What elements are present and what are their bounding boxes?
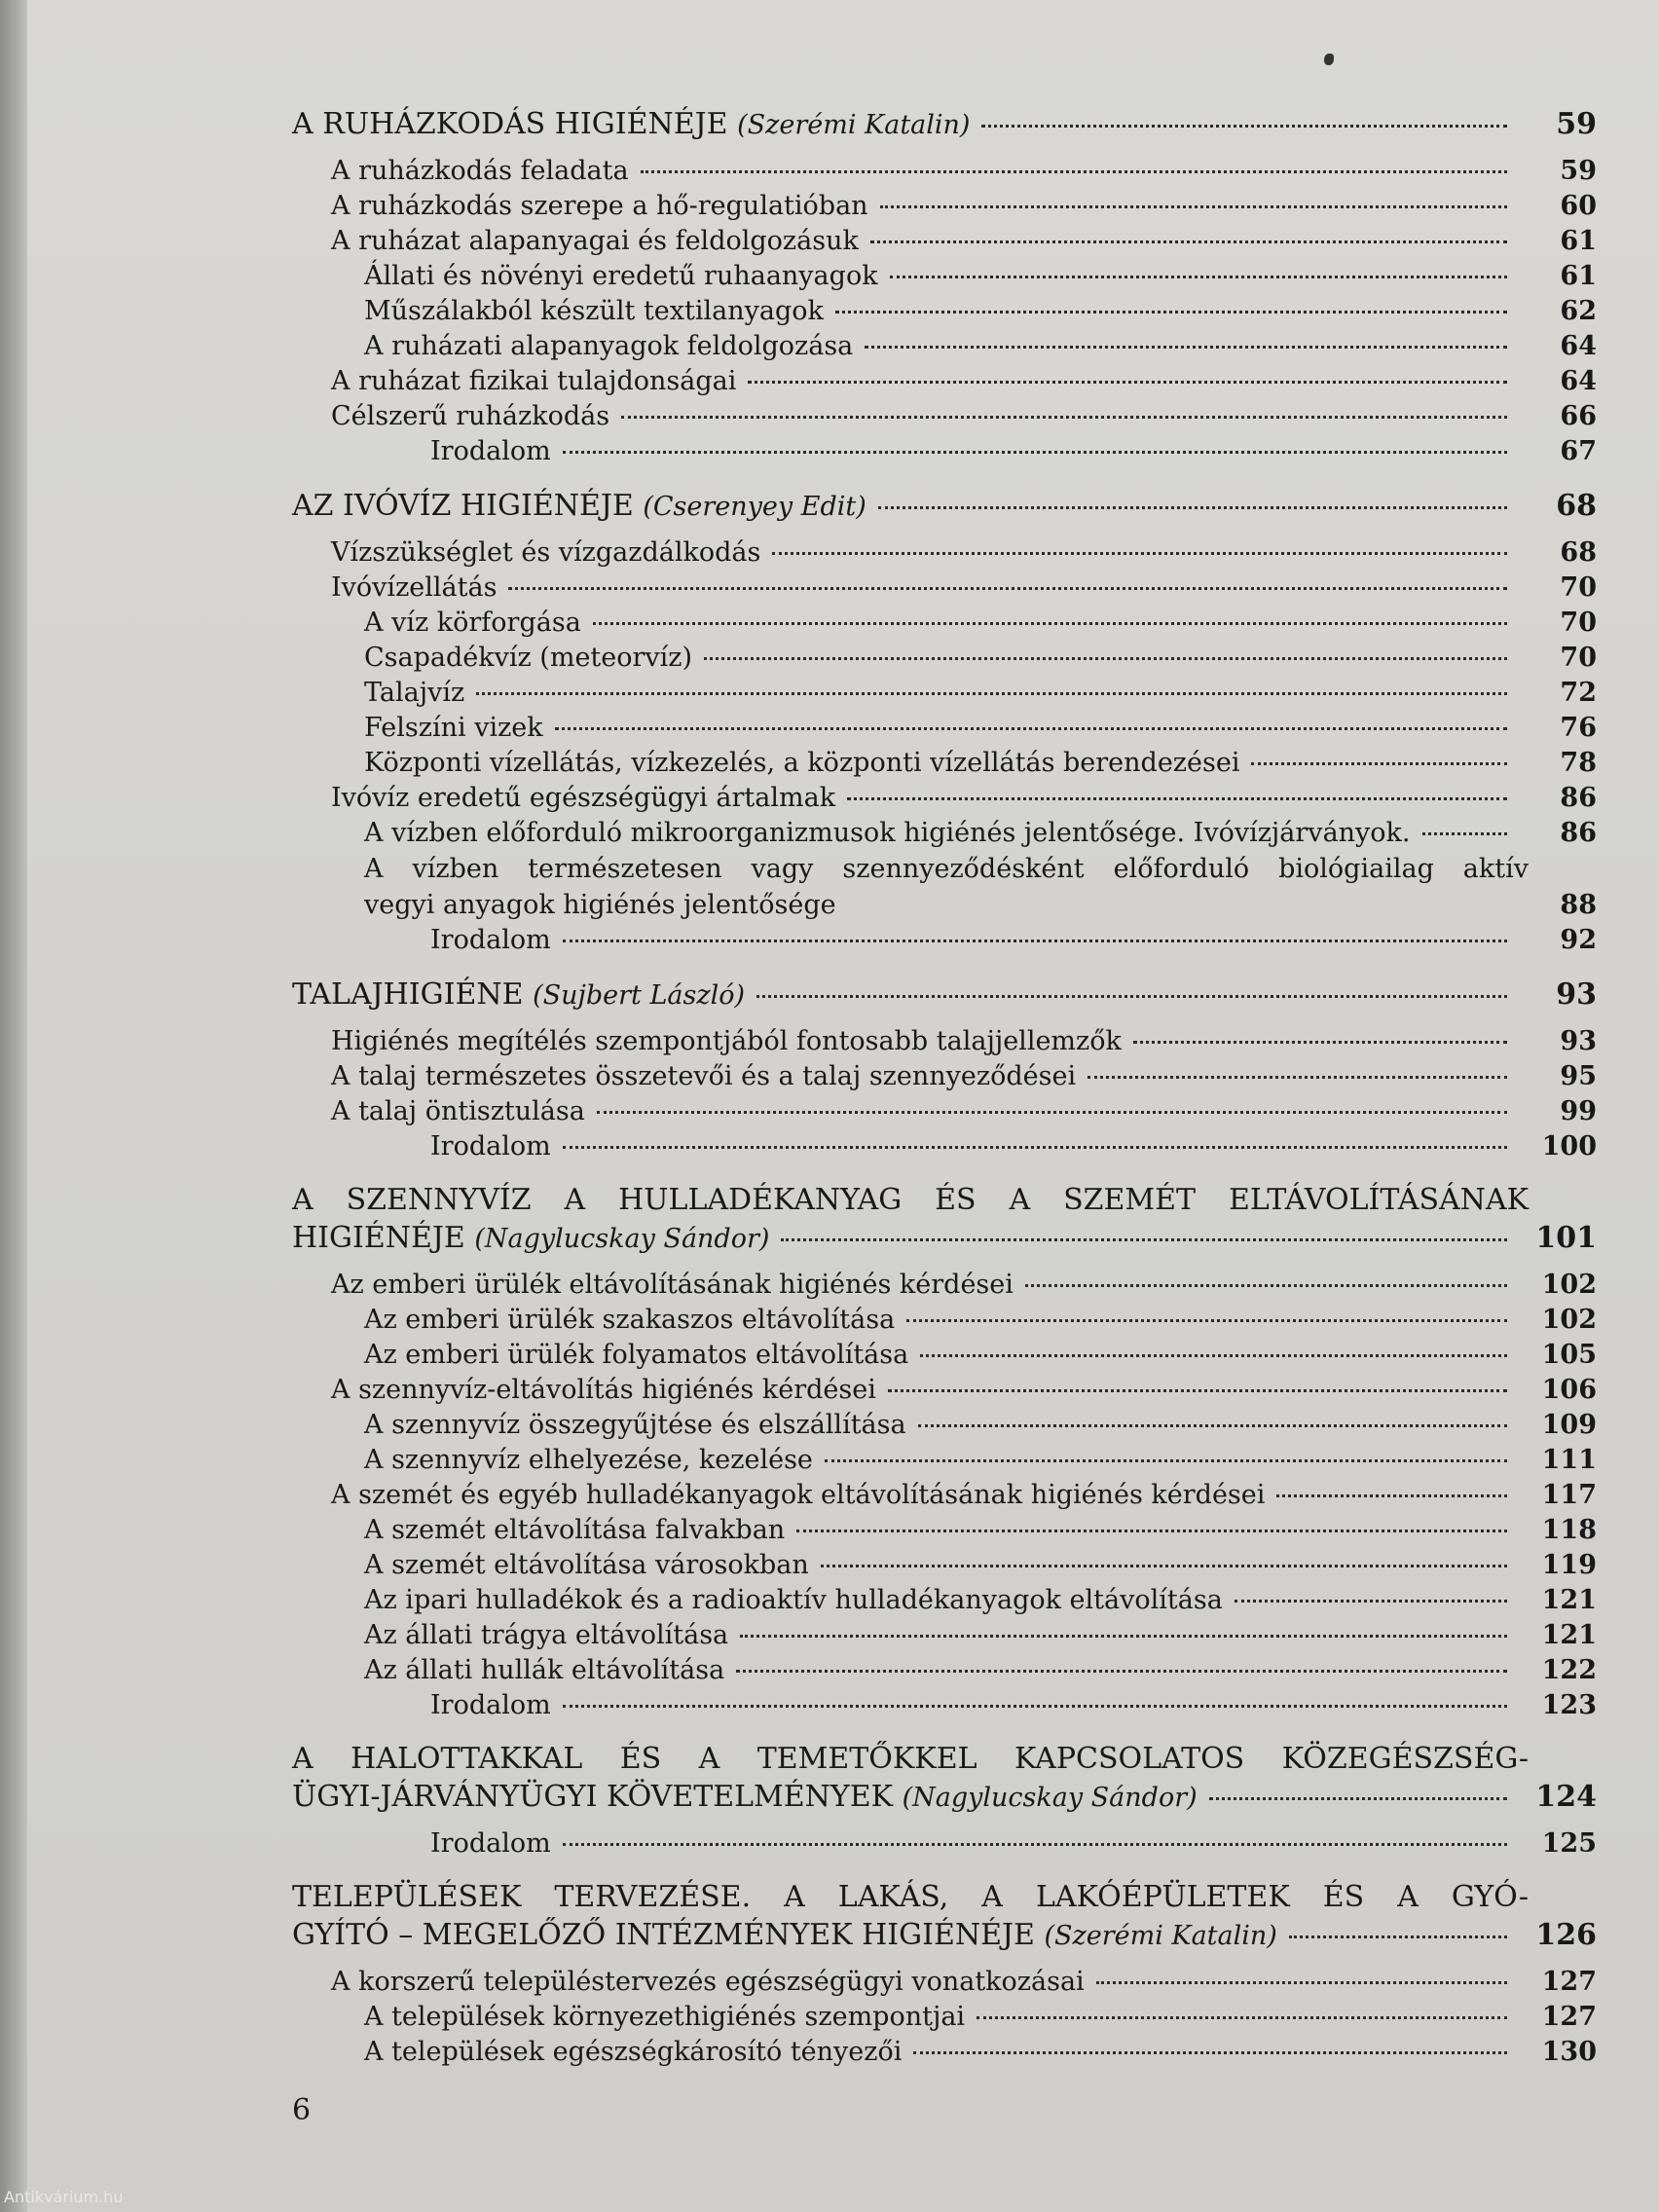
- dot-leader: [756, 994, 1507, 998]
- toc-entry-text: A szennyvíz elhelyezése, kezelése: [364, 1445, 813, 1475]
- toc-entry: [292, 154, 1597, 189]
- toc-entry-text: Higiénés megítélés szempontjából fontosabb talajjellemzők: [331, 1026, 1122, 1056]
- dot-leader: [563, 1145, 1507, 1149]
- dot-leader: [847, 796, 1507, 800]
- dot-leader: [593, 621, 1507, 625]
- dot-leader: [563, 1842, 1507, 1846]
- toc-entry: [292, 1618, 1597, 1653]
- dot-leader: [870, 240, 1507, 243]
- page-ref: 123: [1541, 1690, 1597, 1720]
- page-ref: 93: [1560, 1026, 1597, 1056]
- toc-entry: [292, 641, 1597, 676]
- dot-leader: [1096, 1980, 1507, 1984]
- toc-entry: [292, 606, 1597, 641]
- toc-entry-text: Vízszükséglet és vízgazdálkodás: [331, 537, 761, 568]
- page-ref: 68: [1556, 489, 1597, 523]
- page-ref: 117: [1541, 1480, 1597, 1510]
- watermark: Antikvárium.hu: [4, 2188, 124, 2206]
- page-ref: 111: [1541, 1445, 1597, 1475]
- section-title-line2: HIGIÉNÉJE: [292, 1221, 465, 1255]
- table-of-contents: [292, 105, 1597, 2070]
- toc-entry: [292, 781, 1597, 816]
- dot-leader: [888, 1388, 1507, 1392]
- toc-entry-text: A ruházat alapanyagai és feldolgozásuk: [331, 226, 859, 256]
- section-heading: [292, 1741, 1597, 1817]
- heading-gap: [292, 1955, 1597, 1965]
- section-heading-line: [292, 1778, 1597, 1817]
- toc-entry-text: Csapadékvíz (meteorvíz): [364, 643, 693, 673]
- section-heading: [292, 105, 1597, 144]
- page-ref: 105: [1541, 1340, 1597, 1370]
- section-title-wrap: [292, 105, 970, 145]
- section-author: (Nagylucskay Sándor): [902, 1783, 1198, 1813]
- page-ref: 70: [1560, 608, 1597, 638]
- page-ref: 119: [1541, 1550, 1597, 1580]
- dot-leader: [704, 656, 1507, 660]
- page-ref: 76: [1560, 713, 1597, 743]
- toc-entry: [292, 1024, 1597, 1059]
- page-ref: 95: [1560, 1061, 1597, 1091]
- toc-entry-text: Irodalom: [430, 1131, 551, 1161]
- toc-entry: [292, 294, 1597, 329]
- dot-leader: [878, 505, 1507, 509]
- toc-entry: [292, 1513, 1597, 1548]
- toc-entry: [292, 259, 1597, 294]
- dot-leader: [597, 1110, 1507, 1114]
- page-ref: 78: [1560, 748, 1597, 778]
- section-author: (Nagylucskay Sándor): [474, 1224, 770, 1254]
- dot-leader: [1251, 761, 1507, 765]
- ink-speck: [1324, 54, 1334, 65]
- toc-entry-text: Az állati trágya eltávolítása: [364, 1620, 729, 1650]
- toc-entry-text: Irodalom: [430, 1690, 551, 1720]
- section-heading: [292, 1879, 1597, 1955]
- dot-leader: [1422, 831, 1507, 835]
- toc-entry: [292, 329, 1597, 364]
- toc-entry-line: [292, 888, 1597, 923]
- toc-entry: [292, 1653, 1597, 1688]
- toc-entry-text: A korszerű településtervezés egészségügyi vonatkozásai: [331, 1967, 1085, 1997]
- page-ref: 67: [1560, 436, 1597, 466]
- toc-entry-text: Központi vízellátás, vízkezelés, a központi vízellátás berendezései: [364, 748, 1240, 778]
- toc-entry: [292, 1059, 1597, 1094]
- page-ref: 86: [1560, 783, 1597, 813]
- toc-entry: [292, 1408, 1597, 1443]
- toc-entry: [292, 571, 1597, 606]
- section-author: (Szerémi Katalin): [737, 110, 971, 140]
- toc-entry: [292, 1826, 1597, 1862]
- dot-leader: [563, 450, 1507, 454]
- toc-entry-text: Állati és növényi eredetű ruhaanyagok: [364, 261, 878, 291]
- dot-leader: [781, 1237, 1507, 1241]
- section-title: AZ IVÓVÍZ HIGIÉNÉJE: [292, 489, 634, 523]
- page-ref: 60: [1560, 191, 1597, 221]
- page-ref: 122: [1541, 1655, 1597, 1685]
- dot-leader: [1209, 1796, 1507, 1800]
- dot-leader: [821, 1564, 1507, 1567]
- section-title-cont: [292, 1778, 1198, 1818]
- page-ref: 61: [1560, 226, 1597, 256]
- toc-entry-text: A vízben természetesen vagy szennyeződésként előforduló biológiailag aktív: [364, 854, 1529, 884]
- toc-entry-text: A szemét és egyéb hulladékanyagok eltávolításának higiénés kérdései: [331, 1480, 1266, 1510]
- dot-leader: [913, 2050, 1507, 2054]
- toc-entry-text: Irodalom: [430, 1828, 551, 1859]
- page-ref: 64: [1560, 331, 1597, 361]
- section-title-wrap: [292, 487, 866, 527]
- dot-leader: [476, 691, 1507, 695]
- page-ref: 66: [1560, 401, 1597, 431]
- toc-entry: [292, 1443, 1597, 1478]
- page-ref: 100: [1541, 1131, 1597, 1161]
- toc-entry-text: A vízben előforduló mikroorganizmusok higiénés jelentősége. Ivóvízjárványok.: [364, 818, 1411, 848]
- toc-entry-text: A szennyvíz összegyűjtése és elszállítása: [364, 1410, 906, 1440]
- dot-leader: [736, 1669, 1507, 1673]
- page-ref: 121: [1541, 1620, 1597, 1650]
- toc-entry: [292, 1478, 1597, 1513]
- dot-leader: [1133, 1040, 1507, 1044]
- section-title-line2: ÜGYI-JÁRVÁNYÜGYI KÖVETELMÉNYEK: [292, 1780, 894, 1814]
- section-title-cont: [292, 1219, 769, 1259]
- page-ref: 92: [1560, 925, 1597, 955]
- book-spine: [0, 0, 27, 2212]
- page-ref: 102: [1541, 1270, 1597, 1300]
- dot-leader: [563, 939, 1507, 942]
- page-ref: 106: [1541, 1375, 1597, 1405]
- toc-entry: [292, 399, 1597, 434]
- section-title: A SZENNYVÍZ A HULLADÉKANYAG ÉS A SZEMÉT ELTÁVOLÍTÁSÁNAK: [292, 1183, 1529, 1217]
- toc-entry-text: Irodalom: [430, 925, 551, 955]
- toc-entry: [292, 189, 1597, 224]
- toc-entry-text: Az emberi ürülék eltávolításának higiénés kérdései: [331, 1270, 1014, 1300]
- section-heading-line: [292, 1219, 1597, 1258]
- toc-entry: [292, 1373, 1597, 1408]
- section-title-wrap: [292, 976, 745, 1015]
- page-ref: 70: [1560, 572, 1597, 603]
- dot-leader: [508, 586, 1507, 590]
- page-ref: 130: [1541, 2037, 1597, 2067]
- page-ref: 118: [1541, 1515, 1597, 1545]
- dot-leader: [1025, 1283, 1507, 1287]
- page-ref: 124: [1535, 1780, 1597, 1814]
- page-ref: 121: [1541, 1585, 1597, 1615]
- dot-leader: [748, 380, 1507, 384]
- dot-leader: [981, 124, 1507, 128]
- dot-leader: [1088, 1075, 1507, 1079]
- page-ref: 127: [1541, 2002, 1597, 2032]
- toc-entry-text: Talajvíz: [364, 678, 465, 708]
- toc-entry-text: Az állati hullák eltávolítása: [364, 1655, 725, 1685]
- dot-leader: [740, 1634, 1507, 1638]
- toc-entry: [292, 1268, 1597, 1303]
- dot-leader: [880, 204, 1507, 208]
- page-ref: 59: [1556, 107, 1597, 141]
- toc-entry-text: Célszerű ruházkodás: [331, 401, 610, 431]
- section-title: A RUHÁZKODÁS HIGIÉNÉJE: [292, 107, 728, 141]
- toc-entry-text: Az ipari hulladékok és a radioaktív hulladékanyagok eltávolítása: [364, 1585, 1223, 1615]
- dot-leader: [890, 275, 1507, 278]
- toc-entry: [292, 1688, 1597, 1723]
- section-heading-line: [292, 1916, 1597, 1955]
- toc-entry-text: Ivóvíz eredetű egészségügyi ártalmak: [331, 783, 836, 813]
- toc-entry: [292, 746, 1597, 781]
- toc-entry-text: Irodalom: [430, 436, 551, 466]
- toc-entry: [292, 364, 1597, 399]
- heading-gap: [292, 144, 1597, 154]
- toc-entry-text: A ruházkodás szerepe a hő-regulatióban: [331, 191, 868, 221]
- section-gap: [292, 958, 1597, 976]
- toc-entry-text: Műszálakból készült textilanyagok: [364, 296, 824, 326]
- toc-entry: [292, 816, 1597, 851]
- dot-leader: [918, 1423, 1507, 1427]
- dot-leader: [621, 415, 1507, 419]
- toc-entry: [292, 535, 1597, 571]
- page-ref: 68: [1560, 537, 1597, 568]
- dot-leader: [772, 551, 1507, 555]
- page-ref: 93: [1556, 977, 1597, 1012]
- dot-leader: [1289, 1935, 1507, 1938]
- section-author: (Szerémi Katalin): [1044, 1921, 1277, 1951]
- toc-entry: [292, 2035, 1597, 2070]
- section-author: (Cserenyey Edit): [643, 492, 866, 522]
- page-ref: 61: [1560, 261, 1597, 291]
- toc-entry: [292, 434, 1597, 469]
- dot-leader: [977, 2015, 1507, 2019]
- section-title: A HALOTTAKKAL ÉS A TEMETŐKKEL KAPCSOLATOS KÖZEGÉSZSÉG-: [292, 1742, 1529, 1776]
- section-gap: [292, 1862, 1597, 1879]
- section-title: TELEPÜLÉSEK TERVEZÉSE. A LAKÁS, A LAKÓÉPÜLETEK ÉS A GYÓ-: [292, 1880, 1529, 1914]
- page-ref: 109: [1541, 1410, 1597, 1440]
- toc-entry-text: Felszíni vizek: [364, 713, 543, 743]
- heading-gap: [292, 526, 1597, 535]
- page-ref: 102: [1541, 1305, 1597, 1335]
- dot-leader: [906, 1318, 1507, 1322]
- heading-gap: [292, 1258, 1597, 1268]
- toc-entry-text: A talaj öntisztulása: [331, 1096, 585, 1126]
- toc-entry-text: A víz körforgása: [364, 608, 581, 638]
- section-heading: [292, 976, 1597, 1014]
- toc-entry-text: A talaj természetes összetevői és a talaj szennyeződései: [331, 1061, 1077, 1091]
- section-gap: [292, 1164, 1597, 1182]
- toc-entry-text: A ruházat fizikai tulajdonságai: [331, 366, 737, 396]
- spacer: [848, 906, 1507, 907]
- toc-entry: [292, 923, 1597, 958]
- page-ref: 62: [1560, 296, 1597, 326]
- dot-leader: [555, 726, 1507, 730]
- toc-entry: [292, 1129, 1597, 1164]
- section-heading: [292, 1182, 1597, 1258]
- toc-entry-text: Az emberi ürülék szakaszos eltávolítása: [364, 1305, 896, 1335]
- section-heading: [292, 487, 1597, 526]
- dot-leader: [796, 1529, 1507, 1532]
- dot-leader: [1235, 1599, 1507, 1603]
- toc-entry: [292, 711, 1597, 746]
- toc-entry-text: A települések környezethigiénés szempontjai: [364, 2002, 966, 2032]
- page-ref: 59: [1560, 156, 1597, 186]
- section-gap: [292, 469, 1597, 487]
- section-title-cont: [292, 1916, 1277, 1956]
- dot-leader: [865, 345, 1507, 349]
- toc-entry-text: A szemét eltávolítása városokban: [364, 1550, 809, 1580]
- page-ref: 64: [1560, 366, 1597, 396]
- page-ref: 126: [1535, 1918, 1597, 1952]
- toc-entry: [292, 1094, 1597, 1129]
- toc-entry: [292, 1548, 1597, 1583]
- dot-leader: [825, 1458, 1507, 1462]
- toc-entry: [292, 851, 1597, 923]
- page-number: 6: [292, 2093, 312, 2127]
- dot-leader: [563, 1704, 1507, 1708]
- toc-entry-text: A szennyvíz-eltávolítás higiénés kérdései: [331, 1375, 876, 1405]
- page-ref: 99: [1560, 1096, 1597, 1126]
- page-ref: 125: [1541, 1828, 1597, 1859]
- toc-entry-text: A ruházati alapanyagok feldolgozása: [364, 331, 854, 361]
- section-title: TALAJHIGIÉNE: [292, 977, 524, 1012]
- toc-entry: [292, 1583, 1597, 1618]
- toc-entry: [292, 224, 1597, 259]
- toc-entry-text: A szemét eltávolítása falvakban: [364, 1515, 786, 1545]
- dot-leader: [835, 310, 1507, 313]
- page-ref: 72: [1560, 678, 1597, 708]
- toc-entry-text: Ivóvízellátás: [331, 572, 498, 603]
- toc-entry-text-cont: vegyi anyagok higiénés jelentősége: [364, 890, 836, 920]
- dot-leader: [1276, 1493, 1507, 1497]
- toc-entry: [292, 1303, 1597, 1338]
- toc-entry: [292, 1965, 1597, 2000]
- heading-gap: [292, 1014, 1597, 1024]
- heading-gap: [292, 1817, 1597, 1826]
- section-author: (Sujbert László): [533, 980, 746, 1011]
- page-ref: 127: [1541, 1967, 1597, 1997]
- dot-leader: [920, 1353, 1507, 1357]
- toc-entry-text: Az emberi ürülék folyamatos eltávolítása: [364, 1340, 909, 1370]
- page-ref: 70: [1560, 643, 1597, 673]
- toc-entry-text: A települések egészségkárosító tényezői: [364, 2037, 903, 2067]
- section-title-line2: GYÍTÓ – MEGELŐZŐ INTÉZMÉNYEK HIGIÉNÉJE: [292, 1918, 1035, 1952]
- page-ref: 86: [1560, 818, 1597, 848]
- toc-entry: [292, 676, 1597, 711]
- toc-entry: [292, 1338, 1597, 1373]
- toc-entry-text: A ruházkodás feladata: [331, 156, 629, 186]
- page-ref: 88: [1560, 890, 1597, 920]
- dot-leader: [641, 169, 1507, 173]
- section-gap: [292, 1723, 1597, 1741]
- toc-entry: [292, 2000, 1597, 2035]
- page-ref: 101: [1535, 1221, 1597, 1255]
